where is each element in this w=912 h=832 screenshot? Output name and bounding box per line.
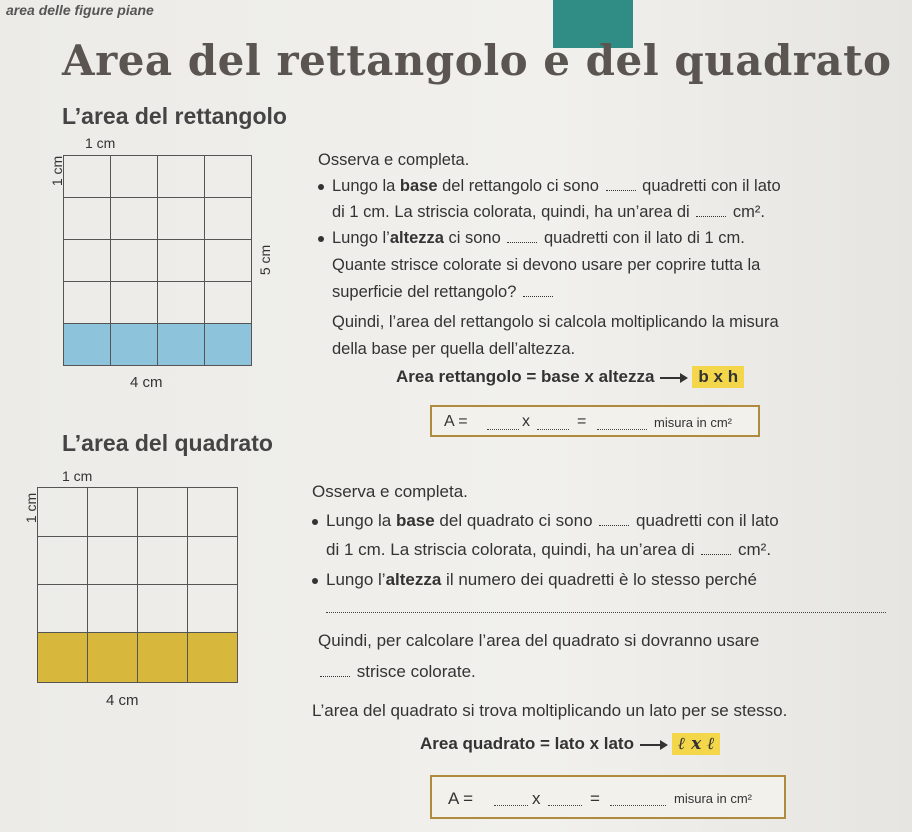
square-label-bottom: 4 cm: [106, 692, 139, 709]
rect-base-line2: di 1 cm. La striscia colorata, quindi, ha un’area di cm².: [332, 203, 765, 221]
rect-question-line1: Quante strisce colorate si devono usare per coprire tutta la: [332, 256, 761, 274]
square-section-title: L’area del quadrato: [62, 430, 273, 456]
square-conclusion-line3: L’area del quadrato si trova moltiplicando un lato per se stesso.: [312, 701, 788, 720]
rect-conclusion-line2: della base per quella dell’altezza.: [332, 340, 576, 358]
rect-bullet-base: Lungo la base del rettangolo ci sono quadretti con il lato: [318, 177, 781, 196]
rect-intro: Osserva e completa.: [318, 151, 470, 169]
blank-answer-line[interactable]: [326, 600, 886, 613]
rectangle-grid: [63, 155, 252, 366]
arrow-right-icon: [660, 377, 686, 379]
unit-label: misura in cm²: [654, 415, 733, 430]
blank-answer[interactable]: [610, 793, 666, 806]
square-bullet-base: Lungo la base del quadrato ci sono quadretti con il lato: [312, 511, 779, 531]
square-conclusion-line1: Quindi, per calcolare l’area del quadrato si dovranno usare: [318, 631, 760, 650]
blank-answer[interactable]: [523, 284, 553, 297]
rect-colored-stripe: [64, 324, 111, 366]
rect-answer-box: A = x = misura in cm²: [430, 405, 760, 437]
page-title: Area del rettangolo e del quadrato: [62, 36, 892, 85]
rect-conclusion-line1: Quindi, l’area del rettangolo si calcola moltiplicando la misura: [332, 313, 779, 331]
blank-answer[interactable]: [597, 417, 647, 430]
square-grid: [37, 487, 238, 683]
rect-label-bottom: 4 cm: [130, 374, 163, 391]
arrow-right-icon: [640, 744, 666, 746]
blank-answer[interactable]: [487, 417, 519, 430]
rect-formula-result: b x h: [692, 366, 744, 388]
bullet-icon: [312, 578, 318, 584]
rect-label-top: 1 cm: [85, 135, 116, 151]
rect-question-line2: superficie del rettangolo?: [332, 283, 555, 302]
blank-answer[interactable]: [599, 513, 629, 526]
bullet-icon: [318, 184, 324, 190]
square-formula: Area quadrato = lato x lato ℓ x ℓ: [420, 733, 720, 755]
bullet-icon: [312, 519, 318, 525]
square-conclusion-line2: strisce colorate.: [318, 662, 476, 682]
blank-answer[interactable]: [494, 793, 528, 806]
square-label-top: 1 cm: [62, 468, 93, 484]
blank-answer[interactable]: [696, 204, 726, 217]
blank-answer[interactable]: [537, 417, 569, 430]
unit-label: misura in cm²: [674, 791, 753, 806]
blank-answer[interactable]: [507, 230, 537, 243]
rect-bullet-height: Lungo l’altezza ci sono quadretti con il lato di 1 cm.: [318, 229, 745, 248]
rect-formula: Area rettangolo = base x altezza b x h: [396, 366, 744, 388]
blank-answer[interactable]: [606, 178, 636, 191]
blank-answer[interactable]: [548, 793, 582, 806]
square-intro: Osserva e completa.: [312, 482, 468, 501]
rectangle-section-title: L’area del rettangolo: [62, 103, 287, 129]
rect-label-right: 5 cm: [257, 244, 274, 276]
chapter-tag: area delle figure piane: [6, 2, 154, 18]
square-base-line2: di 1 cm. La striscia colorata, quindi, ha un’area di cm².: [326, 540, 772, 559]
square-colored-stripe: [38, 633, 88, 683]
square-bullet-height: Lungo l’altezza il numero dei quadretti è lo stesso perché: [312, 570, 757, 590]
square-label-left: 1 cm: [23, 492, 40, 524]
square-answer-box: A = x = misura in cm²: [430, 775, 786, 819]
blank-answer[interactable]: [320, 664, 350, 677]
rect-label-left: 1 cm: [49, 155, 66, 187]
bullet-icon: [318, 236, 324, 242]
square-formula-result: ℓ x ℓ: [672, 733, 721, 755]
blank-answer[interactable]: [701, 542, 731, 555]
